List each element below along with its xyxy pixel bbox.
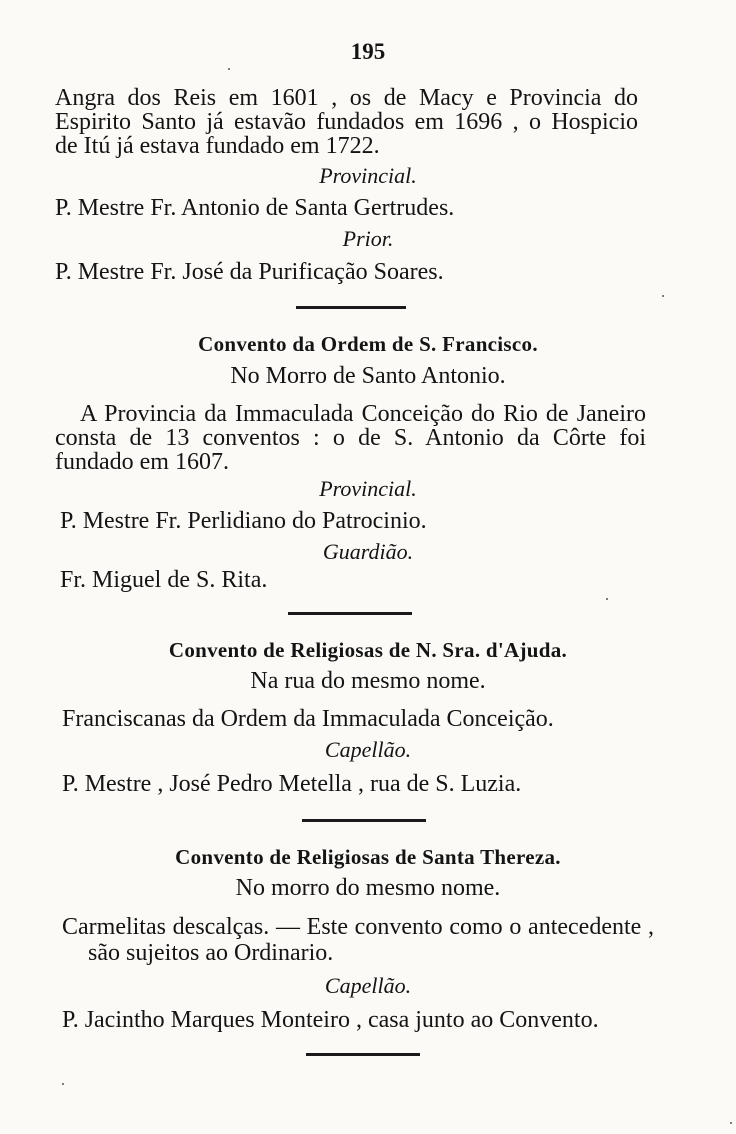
page-number: 195 <box>350 39 386 64</box>
section-location: Na rua do mesmo nome. <box>250 668 486 694</box>
prior-name: P. Mestre Fr. José da Purificação Soares. <box>55 259 444 285</box>
section-description: Franciscanas da Ordem da Immaculada Conceição. <box>62 706 554 732</box>
provincial-heading: Provincial. <box>319 476 417 501</box>
paragraph-line: fundado em 1607. <box>55 449 229 475</box>
paragraph-line: são sujeitos ao Ordinario. <box>88 940 334 966</box>
paragraph-line: Espirito Santo já estavão fundados em 1696 , o Hospicio <box>55 109 638 135</box>
paragraph-line: de Itú já estava fundado em 1722. <box>55 133 380 159</box>
section-divider <box>296 306 406 309</box>
paragraph-line: consta de 13 conventos : o de S. Antonio da Côrte foi <box>55 425 646 451</box>
capellao-heading: Capellão. <box>324 737 412 762</box>
paragraph-line: A Provincia da Immaculada Conceição do Rio de Janeiro <box>80 401 646 427</box>
scan-speck <box>730 1122 732 1124</box>
scan-speck <box>606 598 608 600</box>
capellao-heading: Capellão. <box>324 973 412 998</box>
section-title-thereza: Convento de Religiosas de Santa Thereza. <box>175 845 561 869</box>
capellao-name: P. Mestre , José Pedro Metella , rua de S. Luzia. <box>62 771 522 797</box>
paragraph-line: Angra dos Reis em 1601 , os de Macy e Provincia do <box>55 85 638 111</box>
section-title-sao-francisco: Convento da Ordem de S. Francisco. <box>198 332 538 356</box>
paragraph-line: Carmelitas descalças. — Este convento como o antecedente , <box>62 914 654 940</box>
provincial-name: P. Mestre Fr. Antonio de Santa Gertrudes. <box>55 195 455 221</box>
prior-heading: Prior. <box>342 226 394 251</box>
scan-speck <box>228 68 230 70</box>
guardiao-heading: Guardião. <box>322 539 414 564</box>
provincial-name: P. Mestre Fr. Perlidiano do Patrocinio. <box>60 508 427 534</box>
guardiao-name: Fr. Miguel de S. Rita. <box>60 567 268 593</box>
section-divider <box>288 612 412 615</box>
section-location: No Morro de Santo Antonio. <box>230 363 506 389</box>
section-divider <box>302 819 426 822</box>
provincial-heading: Provincial. <box>319 163 417 188</box>
capellao-name: P. Jacintho Marques Monteiro , casa junto ao Convento. <box>62 1007 599 1033</box>
scan-speck <box>662 295 664 297</box>
section-location: No morro do mesmo nome. <box>235 875 501 901</box>
section-title-ajuda: Convento de Religiosas de N. Sra. d'Ajuda. <box>168 638 568 662</box>
scan-speck <box>62 1083 64 1085</box>
section-divider <box>306 1053 420 1056</box>
